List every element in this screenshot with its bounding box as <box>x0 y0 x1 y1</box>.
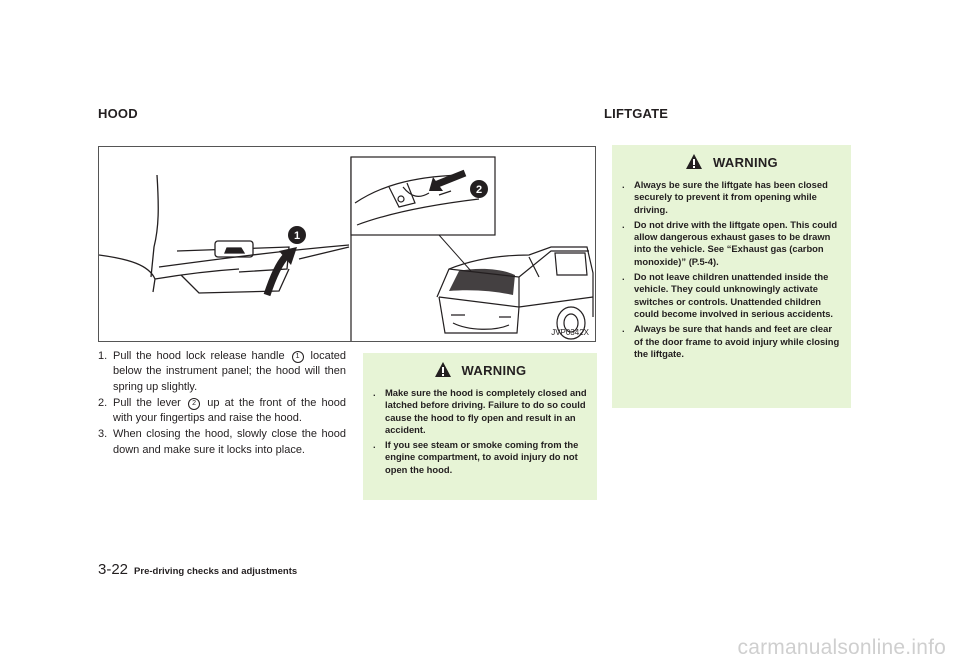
page-footer <box>98 561 297 579</box>
hood-warning-item: . Make sure the hood is completely closed and latched before driving. Failure to do so could cause the hood to fly open and result in an accident. <box>373 387 587 435</box>
release-handle-drawing <box>99 175 349 293</box>
hood-warning-title: WARNING <box>461 362 527 378</box>
callout-2: 2 <box>475 184 483 196</box>
warning-icon <box>685 153 703 171</box>
liftgate-warning-box <box>612 145 851 408</box>
hood-illustration <box>99 147 595 341</box>
warning-icon <box>434 361 452 379</box>
step-2: 2. Pull the lever 2 up at the front of the hood with your fingertips and raise the hood. <box>98 396 346 425</box>
liftgate-warning-item: . Always be sure that hands and feet are clear of the door frame to avoid injury while closing the liftgate. <box>622 323 840 359</box>
liftgate-warning-item: . Do not leave children unattended inside the vehicle. They could unknowingly activate switches or controls. Unattended children could become involved in serious accidents. <box>622 271 834 319</box>
hood-release-figure <box>98 146 596 342</box>
watermark: carmanualsonline.info <box>737 636 946 659</box>
hood-warning-item: . If you see steam or smoke coming from the engine compartment, to avoid injury do not open the hood. <box>373 439 579 475</box>
figure-code: JVP0342X <box>551 328 589 337</box>
liftgate-warning-title: WARNING <box>713 154 778 170</box>
hood-warning-box <box>363 353 597 500</box>
section-heading-hood: HOOD <box>98 106 138 121</box>
callout-ref-2: 2 <box>188 398 200 410</box>
section-label: Pre-driving checks and adjustments <box>134 566 298 577</box>
section-heading-liftgate: LIFTGATE <box>604 106 669 121</box>
arrow-1-drawing <box>267 255 287 295</box>
suv-drawing <box>437 247 593 339</box>
callout-ref-1: 1 <box>292 351 304 363</box>
hood-steps <box>98 349 346 459</box>
liftgate-warning-item: . Do not drive with the liftgate open. This could allow dangerous exhaust gases to be drawn into the vehicle. See “Exhaust gas (carbon monoxide)” (P.5-4). <box>622 218 838 267</box>
callout-1: 1 <box>293 230 301 242</box>
page-number: 3-22 <box>98 561 129 578</box>
liftgate-warning-item: . Always be sure the liftgate has been closed securely to prevent it from opening while driving. <box>622 179 828 215</box>
step-1: 1. Pull the hood lock release handle 1 located below the instrument panel; the hood will then spring up slightly. <box>98 350 346 393</box>
step-3: 3. When closing the hood, slowly close the hood down and make sure it locks into place. <box>98 428 346 456</box>
